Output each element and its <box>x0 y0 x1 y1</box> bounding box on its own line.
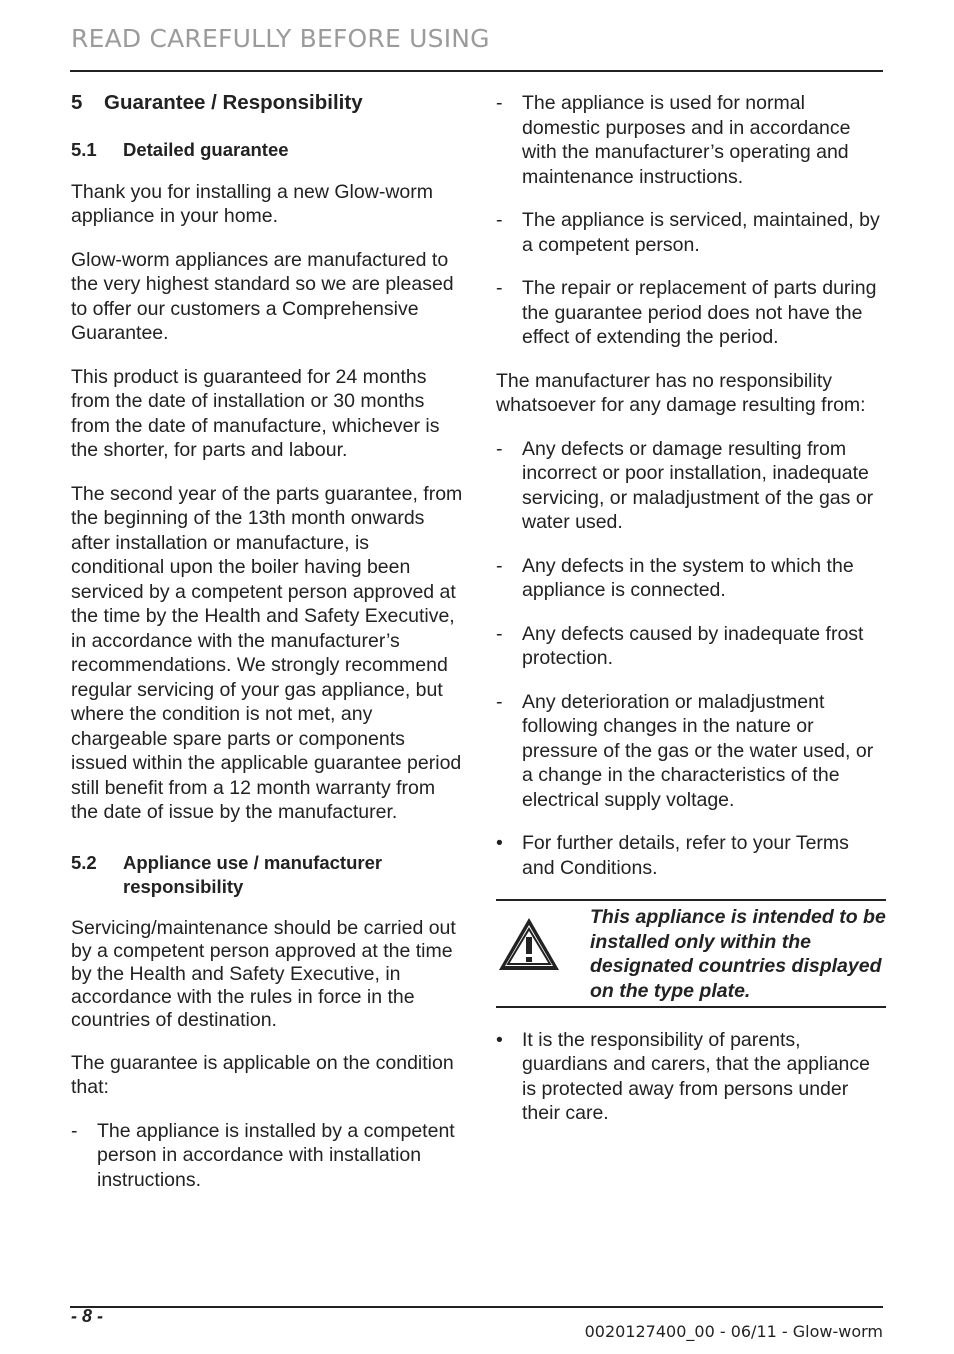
paragraph: Servicing/maintenance should be carried out by a competent person approved at the time by the Health and Safety Executive, in accordance with the rules in force in the countries of destination. <box>71 916 456 1031</box>
subsection-heading-5-1 <box>71 138 463 162</box>
list-item-text: Any defects in the system to which the appliance is connected. <box>522 554 854 601</box>
list-item-text: The appliance is serviced, maintained, by a competent person. <box>522 209 880 256</box>
list-item <box>496 276 886 350</box>
list-item-text: Any defects caused by inadequate frost protection. <box>522 622 864 669</box>
dash-marker: - <box>496 209 503 231</box>
dash-marker: - <box>496 690 503 713</box>
paragraph: The guarantee is applicable on the condition that: <box>71 1051 454 1098</box>
list-item-text: The appliance is used for normal domestic purposes and in accordance with the manufacturer’s operating and maintenance instructions. <box>522 92 851 188</box>
note-list <box>496 1028 886 1126</box>
paragraph: The second year of the parts guarantee, from the beginning of the 13th month onwards after installation or manufacture, is conditional upon the boiler having been serviced by a competent person approved at the time by the Health and Safety Executive, in accordance with the manufacturer’s recommendations. We strongly recommend regular servicing of your gas appliance, but where the condition is not met, any chargeable spare parts or components issued within the applicable guarantee period still benefit from a 12 month warranty from the date of issue by the manufacturer. <box>71 482 463 823</box>
document-reference: 0020127400_00 - 06/11 - Glow-worm <box>584 1322 883 1341</box>
section-title: Guarantee / Responsibility <box>104 91 363 114</box>
list-item-text: The appliance is installed by a competent person in accordance with installation instructions. <box>97 1119 455 1191</box>
subsection-number: 5.2 <box>71 851 97 873</box>
exclusion-list <box>496 437 886 881</box>
list-item <box>496 690 886 813</box>
bullet-marker: • <box>496 832 503 854</box>
condition-list <box>71 1119 463 1193</box>
bullet-marker: • <box>496 1028 503 1051</box>
list-item <box>496 831 886 880</box>
list-item <box>71 1119 463 1193</box>
dash-marker: - <box>496 92 503 114</box>
warning-text: This appliance is intended to be installed only within the designated countries displayed on the type plate. <box>590 906 886 1003</box>
dash-marker: - <box>496 277 503 299</box>
subsection-title: Appliance use / manufacturer responsibility <box>123 851 383 897</box>
paragraph: Glow-worm appliances are manufactured to the very highest standard so we are pleased to offer our customers a Comprehensive Guarantee. <box>71 248 454 344</box>
dash-marker: - <box>496 437 503 460</box>
header-rule <box>70 70 883 72</box>
paragraph: The manufacturer has no responsibility whatsoever for any damage resulting from: <box>496 369 866 416</box>
dash-marker: - <box>496 554 503 577</box>
list-item <box>496 437 886 535</box>
page-number: - 8 - <box>71 1306 104 1326</box>
right-column <box>496 91 886 1145</box>
list-item-text: For further details, refer to your Terms and Conditions. <box>522 832 849 879</box>
condition-list <box>496 91 886 350</box>
dash-marker: - <box>71 1119 78 1142</box>
list-item-text: Any deterioration or maladjustment following changes in the nature or pressure of the gas or the water used, or a change in the characteristics of the electrical supply voltage. <box>522 690 874 811</box>
subsection-title: Detailed guarantee <box>123 138 289 160</box>
paragraph: This product is guaranteed for 24 months from the date of installation or 30 months from the date of manufacture, whichever is the shorter, for parts and labour. <box>71 365 440 461</box>
list-item <box>496 208 886 257</box>
footer-rule <box>70 1306 883 1308</box>
subsection-heading-5-2 <box>71 851 463 899</box>
warning-triangle-icon <box>496 905 590 1004</box>
list-item <box>496 1028 886 1126</box>
list-item-text: Any defects or damage resulting from incorrect or poor installation, inadequate servicing, or maladjustment of the gas or water used. <box>522 437 874 533</box>
list-item-text: It is the responsibility of parents, guardians and carers, that the appliance is protected away from persons under their care. <box>522 1028 870 1125</box>
paragraph: Thank you for installing a new Glow-worm appliance in your home. <box>71 180 433 227</box>
list-item-text: The repair or replacement of parts during the guarantee period does not have the effect of extending the period. <box>522 277 877 348</box>
subsection-number: 5.1 <box>71 138 97 160</box>
list-item <box>496 622 886 671</box>
section-number: 5 <box>71 91 83 114</box>
section-heading <box>71 91 463 116</box>
warning-box <box>496 899 886 1008</box>
dash-marker: - <box>496 622 503 645</box>
left-column <box>71 91 463 1211</box>
header-title: READ CAREFULLY BEFORE USING <box>71 24 490 53</box>
list-item <box>496 91 886 189</box>
list-item <box>496 554 886 603</box>
